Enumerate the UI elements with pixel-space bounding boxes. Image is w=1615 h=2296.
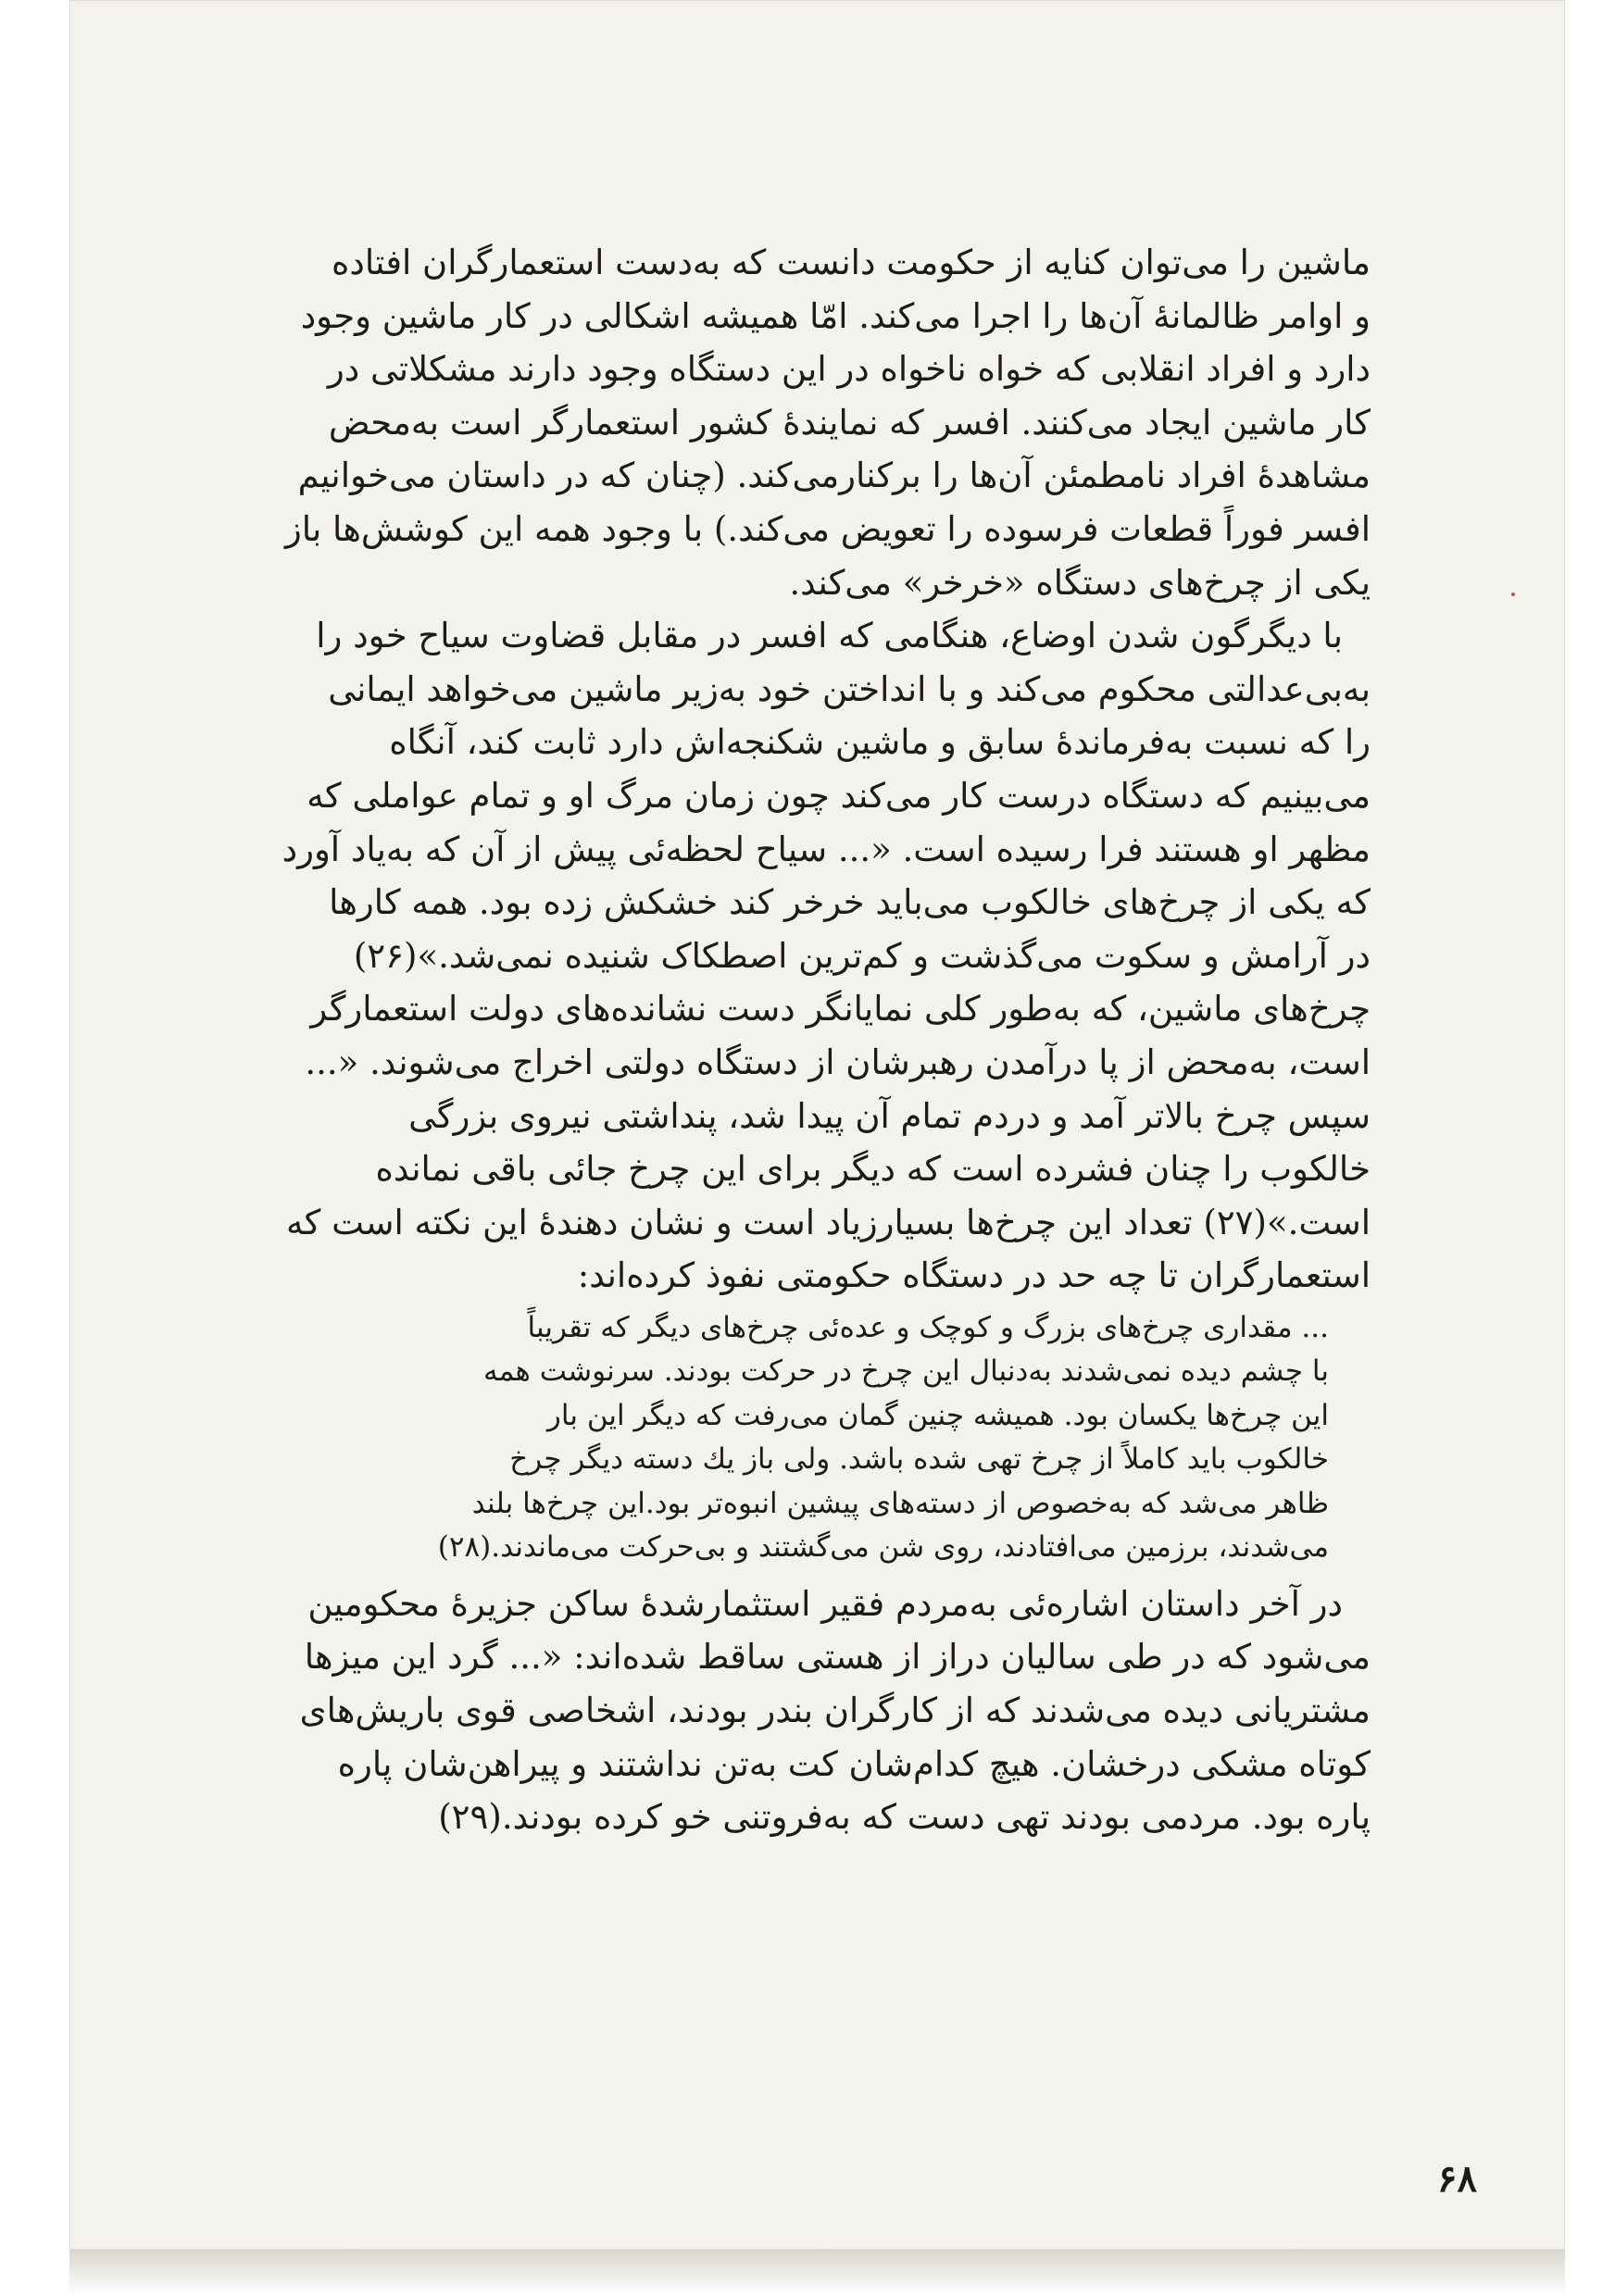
text-line: می‌بینیم که دستگاه درست کار می‌کند چون زمان مرگ او و تمام عواملی که bbox=[307, 775, 1371, 816]
quote-line: با چشم دیده نمی‌شدند به‌دنبال این چرخ در حرکت بودند. سرنوشت همه bbox=[483, 1354, 1329, 1389]
quote-line: ظاهر می‌شد که به‌خصوص از دسته‌های پیشین انبوه‌تر بود.این چرخ‌ها بلند bbox=[471, 1486, 1329, 1520]
text-line: افسر فوراً قطعات فرسوده را تعویض می‌کند.) با وجود همه این کوشش‌ها باز bbox=[284, 508, 1371, 549]
text-line: در آخر داستان اشاره‌ئی به‌مردم فقیر استثمارشدهٔ ساکن جزیرهٔ محکومین bbox=[307, 1583, 1343, 1624]
text-line: پاره بود. مردمی بودند تهی دست که به‌فروتنی خو کرده بودند.(۲۹) bbox=[438, 1797, 1371, 1838]
text-line: کار ماشین ایجاد می‌کنند. افسر که نمایندهٔ کشور استعمارگر است به‌محض bbox=[328, 402, 1371, 443]
text-line: است.»(۲۷) تعداد این چرخ‌ها بسیارزیاد است و نشان دهندهٔ این نکته است که bbox=[285, 1202, 1371, 1242]
paper-speck bbox=[1511, 593, 1515, 596]
text-line: چرخ‌های ماشین، که به‌طور کلی نمایانگر دست نشانده‌های دولت استعمارگر bbox=[310, 989, 1371, 1029]
page-edge-shadow bbox=[69, 2250, 1565, 2296]
page-number: ۶۸ bbox=[1437, 2157, 1477, 2201]
text-line: ماشین را می‌توان کنایه از حکومت دانست که به‌دست استعمارگران افتاده bbox=[332, 243, 1371, 282]
text-line: و اوامر ظالمانهٔ آن‌ها را اجرا می‌کند. امّا همیشه اشکالی در کار ماشین وجود bbox=[300, 295, 1371, 336]
text-line: به‌بی‌عدالتی محکوم می‌کند و با انداختن خود به‌زیر ماشین می‌خواهد ایمانی bbox=[328, 668, 1371, 709]
text-line: مشاهدهٔ افراد نامطمئن آن‌ها را برکنارمی‌کند. (چنان که در داستان می‌خوانیم bbox=[297, 455, 1371, 496]
text-line: خالکوب را چنان فشرده است که دیگر برای این چرخ جائی باقی نمانده bbox=[375, 1149, 1371, 1190]
text-line: را که نسبت به‌فرماندهٔ سابق و ماشین شکنجه‌اش دارد ثابت کند، آنگاه bbox=[389, 722, 1371, 763]
quote-line: می‌شدند، برزمین می‌افتادند، روی شن می‌گشتند و بی‌حرکت می‌ماندند.(۲۸) bbox=[437, 1530, 1329, 1565]
text-line: دارد و افراد انقلابی که خواه ناخواه در این دستگاه وجود دارند مشکلاتی در bbox=[327, 349, 1371, 390]
paragraph-3 bbox=[269, 1578, 1371, 1844]
quote-line: این چرخ‌ها یکسان بود. همیشه چنین گمان می‌رفت که دیگر این بار bbox=[546, 1398, 1329, 1432]
body-text bbox=[269, 236, 1371, 1844]
text-line: سپس چرخ بالاتر آمد و دردم تمام آن پیدا شد، پنداشتی نیروی بزرگی bbox=[408, 1095, 1371, 1136]
text-line: مظهر او هستند فرا رسیده است. «... سیاح لحظه‌ئی پیش از آن که به‌یاد آورد bbox=[282, 829, 1371, 869]
paragraph-1 bbox=[269, 236, 1371, 609]
text-line: استعمارگران تا چه حد در دستگاه حکومتی نفوذ کرده‌اند: bbox=[577, 1255, 1371, 1296]
text-line: که یکی از چرخ‌های خالکوب می‌باید خرخر کند خشکش زده بود. همه کارها bbox=[329, 882, 1371, 923]
text-line: در آرامش و سکوت می‌گذشت و کم‌ترین اصطکاک شنیده نمی‌شد.»(۲۶) bbox=[353, 935, 1371, 976]
text-line: کوتاه مشکی درخشان. هیچ کدام‌شان کت به‌تن نداشتند و پیراهن‌شان پاره bbox=[337, 1743, 1371, 1784]
block-quote bbox=[282, 1306, 1329, 1570]
text-line: با دیگرگون شدن اوضاع، هنگامی که افسر در مقابل قضاوت سیاح خود را bbox=[316, 616, 1343, 656]
text-line: است، به‌محض از پا درآمدن رهبرشان از دستگاه دولتی اخراج می‌شوند. «... bbox=[305, 1042, 1371, 1082]
text-line: یکی از چرخ‌های دستگاه «خرخر» می‌کند. bbox=[789, 562, 1371, 603]
paragraph-2 bbox=[269, 609, 1371, 1303]
text-line: می‌شود که در طی سالیان دراز از هستی ساقط شده‌اند: «... گرد این میزها bbox=[304, 1637, 1371, 1678]
quote-line: خالکوب باید کاملاً از چرخ تهی شده باشد. ولی باز یك دسته دیگر چرخ bbox=[509, 1442, 1329, 1477]
quote-line: ... مقداری چرخ‌های بزرگ و کوچک و عده‌ئی چرخ‌های دیگر که تقریباً bbox=[527, 1310, 1329, 1344]
text-line: مشتریانی دیده می‌شدند که از کارگران بندر بودند، اشخاصی قوی باریش‌های bbox=[299, 1691, 1371, 1731]
